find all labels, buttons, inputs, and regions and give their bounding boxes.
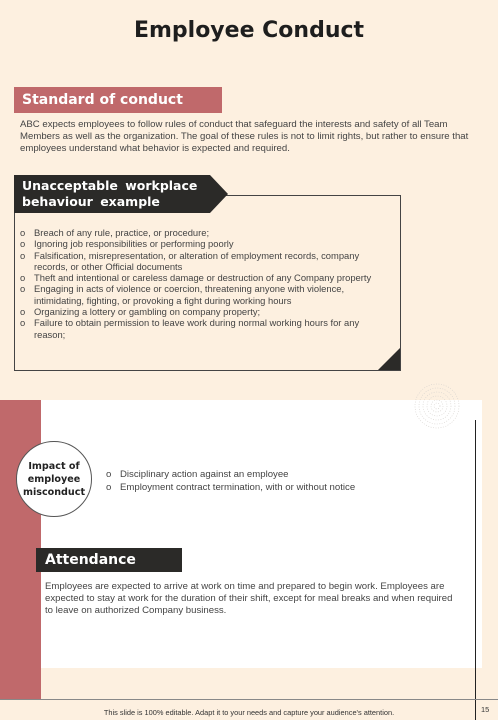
impact-list — [106, 469, 436, 494]
bullet-icon: o — [20, 238, 26, 250]
footer-text: This slide is 100% editable. Adapt it to your needs and capture your audience's attention. — [103, 708, 395, 717]
standard-of-conduct-text: ABC expects employees to follow rules of conduct that safeguard the interests and safety of all Team Members as well as the organization. The goal of these rules is not to limit rights, but rather to ensure that employees understand what behavior is expected and required. — [20, 119, 469, 154]
list-item: o Ignoring job responsibilities or performing poorly — [20, 238, 234, 250]
list-item: o Failure to obtain permission to leave work during normal working hours for any reason; — [20, 317, 360, 340]
concentric-circles-decoration — [413, 382, 461, 430]
attendance-text: Employees are expected to arrive at work on time and prepared to begin work. Employees are expected to stay at work for the duration of their shift, except for meal breaks and when required to leave on authorized Company business. — [45, 581, 453, 616]
attendance-accent-block — [14, 548, 36, 572]
vertical-divider-line — [475, 420, 476, 720]
unacceptable-behaviour-heading-banner — [14, 175, 228, 213]
standard-of-conduct-heading: Standard of conduct — [14, 87, 222, 113]
list-item: o Falsification, misrepresentation, or alteration of employment records, company records, or other Official documents — [20, 249, 360, 272]
bullet-icon: o — [106, 469, 112, 480]
list-item: o Theft and intentional or careless damage or destruction of any Company property — [20, 272, 372, 284]
list-item: o Disciplinary action against an employee — [106, 469, 289, 480]
bullet-icon: o — [20, 249, 26, 261]
page-title: Employee Conduct — [133, 18, 365, 43]
unacceptable-behaviour-heading: Unacceptable workplace behaviour example — [22, 178, 198, 209]
bullet-icon: o — [20, 227, 26, 238]
list-item: o Organizing a lottery or gambling on company property; — [20, 306, 261, 318]
unacceptable-behaviour-list — [20, 227, 372, 340]
bullet-icon: o — [20, 283, 26, 295]
list-item: o Breach of any rule, practice, or procedure; — [20, 227, 210, 238]
list-item: o Engaging in acts of violence or coercion, threatening anyone with violence, intimidating, fighting, or provoking a fight during working hours — [20, 283, 345, 306]
bullet-icon: o — [106, 481, 112, 493]
impact-label: Impact of employee misconduct — [22, 460, 86, 498]
lower-content-panel — [41, 400, 482, 668]
list-item: o Employment contract termination, with or without notice — [106, 481, 356, 493]
footer-divider — [0, 699, 498, 700]
page-number: 15 — [481, 705, 490, 714]
bullet-icon: o — [20, 317, 26, 329]
box-corner-decoration — [378, 348, 400, 370]
impact-circle — [16, 441, 92, 517]
attendance-heading: Attendance — [45, 552, 136, 568]
bullet-icon: o — [20, 272, 26, 284]
bullet-icon: o — [20, 306, 26, 318]
